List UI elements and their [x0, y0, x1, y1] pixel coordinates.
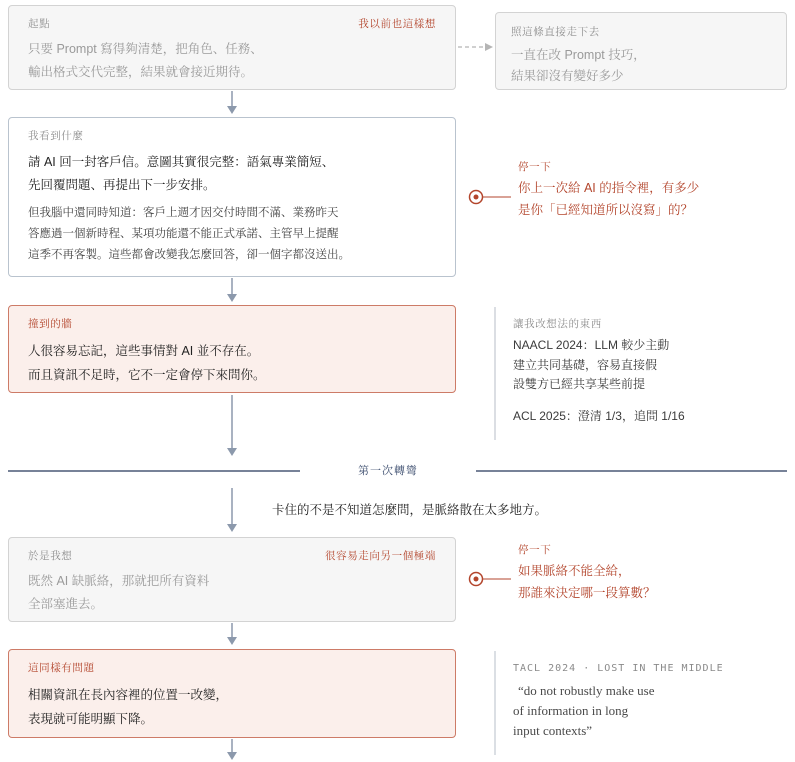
text-line: 請 AI 回一封客戶信。意圖其實很完整：語氣專業簡短、 [28, 154, 335, 169]
text-line: 是你「已經知道所以沒寫」的？ [518, 203, 694, 217]
arrowhead-down-icon [227, 106, 237, 114]
text-line: 那誰來決定哪一段算數？ [518, 586, 656, 600]
text-line: 答應過一個新時程、某項功能還不能正式承諾、主管早上提醒 [28, 227, 339, 240]
problem-label: 這同樣有問題 [28, 662, 95, 674]
problem-text [28, 683, 228, 731]
text-line: input contexts” [513, 723, 593, 738]
text-line: 設雙方已經共享某些前提 [513, 377, 646, 391]
text-line: 一直在改 Prompt 技巧， [511, 47, 646, 62]
text-line: 建立共同基礎，容易直接假 [513, 357, 658, 372]
wall-label: 撞到的牆 [28, 318, 73, 330]
arrowhead-down-icon [227, 637, 237, 645]
text-line: 如果脈絡不能全給， [518, 564, 631, 578]
evidence-label: 讓我改想法的東西 [513, 318, 602, 330]
evidence-stat: ACL 2025：澄清 1/3，追問 1/16 [513, 409, 685, 423]
pause-label: 停一下 [518, 161, 552, 173]
text-line: 你上一次給 AI 的指令裡，有多少 [518, 181, 700, 195]
problem-evidence-note [513, 662, 724, 741]
pause-marker-dot-icon [474, 577, 479, 582]
pause-marker-icon [470, 573, 483, 586]
text-line: NAACL 2024：LLM 較少主動 [513, 338, 670, 352]
text-line: of information in long [513, 703, 629, 718]
pause-note-1 [518, 160, 699, 221]
observation-main-text [28, 151, 334, 197]
arrowhead-down-icon [227, 524, 237, 532]
start-node-text [28, 38, 263, 84]
start-outcome-node [495, 12, 787, 90]
pause-note-2 [518, 543, 656, 604]
text-line: 而且資訊不足時，它不一定會停下來問你。 [28, 368, 266, 382]
pause-label: 停一下 [518, 544, 552, 556]
start-node-label: 起點 [28, 18, 51, 30]
text-line: 輸出格式交代完整，結果就會接近期待。 [28, 64, 254, 79]
next-idea-label: 於是我想 [28, 550, 73, 562]
pause-marker-dot-icon [474, 195, 479, 200]
citation-quote [513, 681, 724, 741]
turn-summary: 卡住的不是不知道怎麼問，是脈絡散在太多地方。 [272, 503, 548, 517]
text-line: 這季不再客製。這些都會改變我怎麼回答，卻一個字都沒送出。 [28, 248, 350, 261]
observation-node [8, 117, 456, 277]
text-line: 全部塞進去。 [28, 596, 104, 611]
text-line: 結果卻沒有變好多少 [511, 68, 624, 83]
start-outcome-text [511, 45, 646, 87]
text-line: 既然 AI 缺脈絡，那就把所有資料 [28, 573, 210, 588]
pause-question [518, 177, 699, 221]
evidence-text [513, 336, 685, 395]
pause-question [518, 560, 656, 604]
arrowhead-down-icon [227, 752, 237, 760]
observation-label: 我看到什麼 [28, 130, 84, 142]
text-line: 表現就可能明顯下降。 [28, 712, 154, 726]
arrowhead-right-icon [485, 43, 493, 51]
arrowhead-down-icon [227, 448, 237, 456]
turn-divider-label: 第一次轉彎 [358, 465, 418, 477]
next-idea-text [28, 570, 209, 616]
wall-evidence-note [513, 317, 685, 427]
text-line: 先回覆問題、再提出下一步安排。 [28, 177, 216, 192]
next-idea-node [8, 537, 456, 622]
problem-node [8, 649, 456, 738]
text-line: 人很容易忘記，這些事情對 AI 並不存在。 [28, 344, 260, 358]
start-node-tag: 我以前也這樣想 [358, 18, 436, 30]
pause-marker-icon [470, 191, 483, 204]
start-node [8, 5, 456, 90]
start-outcome-label: 照這條直接走下去 [511, 26, 600, 38]
citation-label: TACL 2024 · LOST IN THE MIDDLE [513, 663, 724, 674]
next-idea-tag: 很容易走向另一個極端 [325, 550, 436, 562]
text-line: “do not robustly make use [518, 683, 655, 698]
text-line: 但我腦中還同時知道：客戶上週才因交付時間不滿、業務昨天 [28, 206, 339, 219]
wall-text [28, 339, 266, 387]
observation-detail-text [28, 203, 350, 266]
text-line: 相關資訊在長內容裡的位置一改變， [28, 688, 229, 702]
arrowhead-down-icon [227, 294, 237, 302]
text-line: 只要 Prompt 寫得夠清楚，把角色、任務、 [28, 41, 263, 56]
wall-node [8, 305, 456, 393]
